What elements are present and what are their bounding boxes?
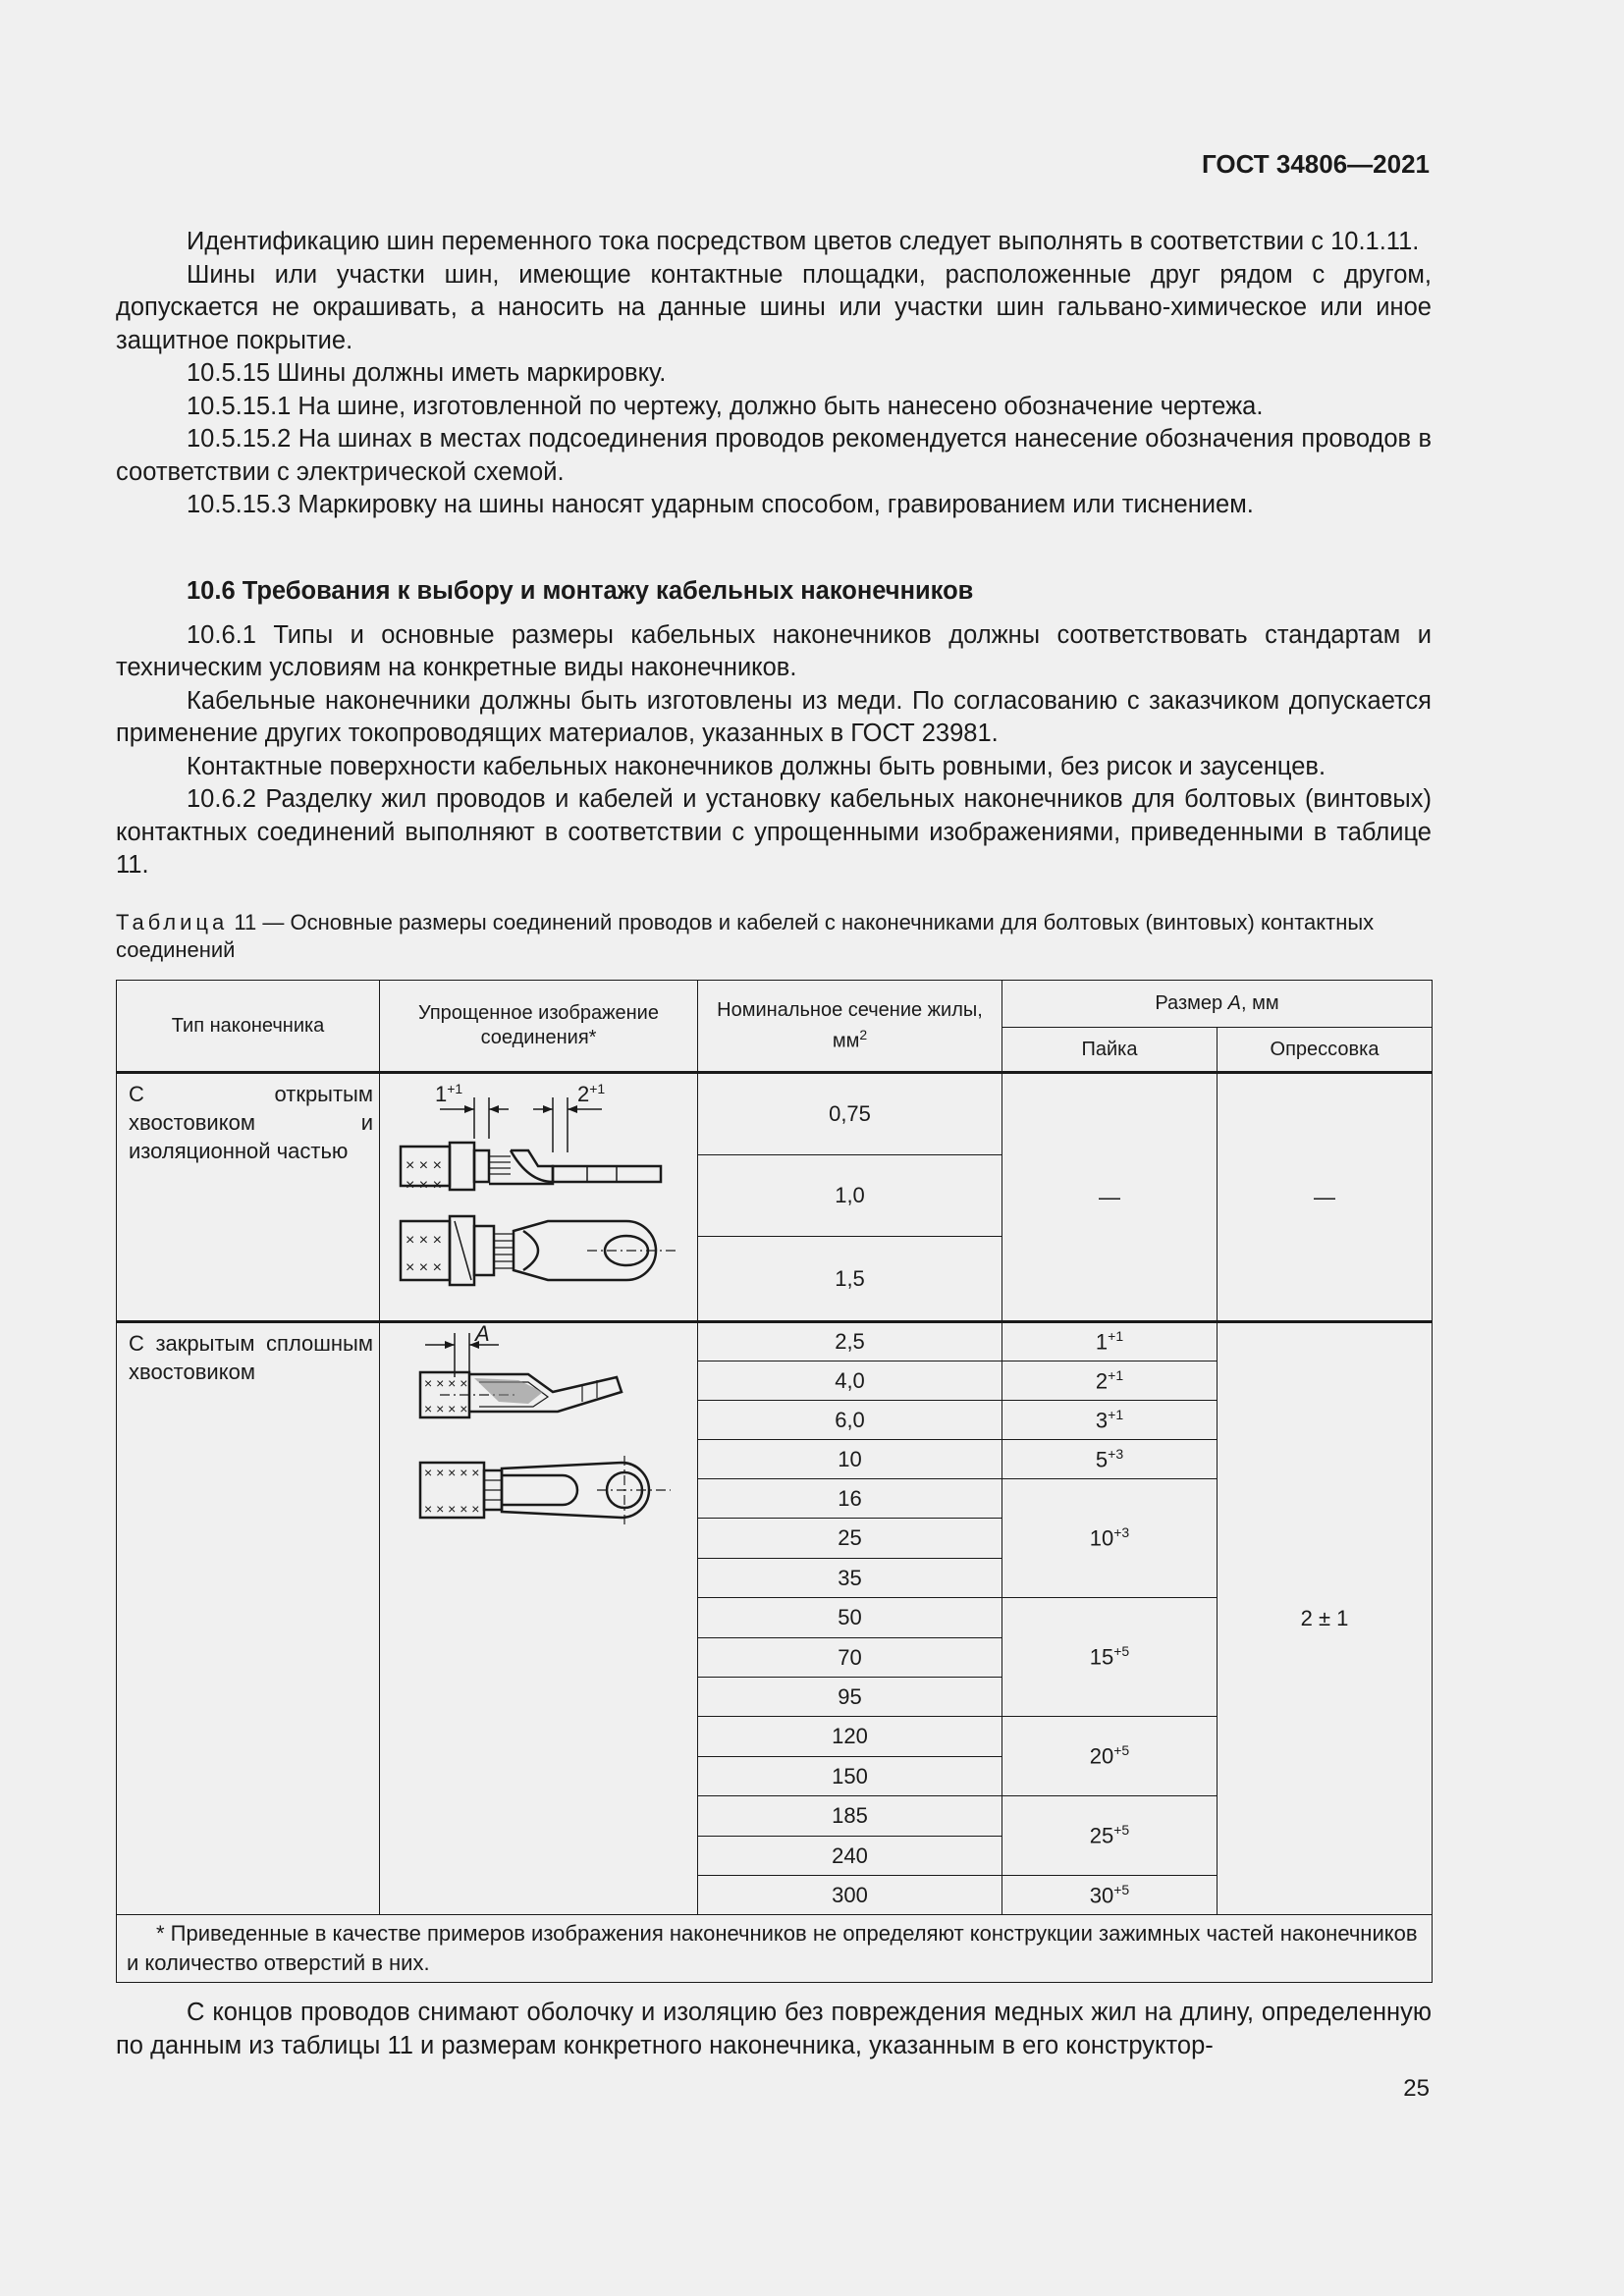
- svg-text:× × ×: × × ×: [405, 1232, 442, 1249]
- paragraph: 10.5.15.2 На шинах в местах подсоединения проводов рекомендуется нанесение обозначения проводов в соответствии с электрической схемой.: [116, 425, 1432, 486]
- section-cell: 0,75: [698, 1073, 1002, 1155]
- solder-cell: —: [1002, 1073, 1218, 1322]
- solder-cell: $5^{+3}$: [1002, 1440, 1218, 1479]
- svg-text:1+1: $1^{+1}$: [434, 1081, 462, 1106]
- section-cell: 95: [698, 1678, 1002, 1717]
- paragraph: Идентификацию шин переменного тока посредством цветов следует выполнять в соответствии с 10.1.11.: [187, 228, 1420, 255]
- table-caption: [116, 909, 1432, 964]
- section-cell: 35: [698, 1559, 1002, 1598]
- svg-text:× × × ×: × × × ×: [423, 1401, 467, 1416]
- section-cell: 240: [698, 1837, 1002, 1876]
- header-size-a: Размер А, мм: [1002, 981, 1433, 1028]
- header-section: Номинальное сечение жилы, $мм^2$: [698, 981, 1002, 1073]
- solder-cell: $10^{+3}$: [1002, 1479, 1218, 1598]
- section-cell: 1,5: [698, 1237, 1002, 1322]
- section-cell: 10: [698, 1440, 1002, 1479]
- section-cell: 70: [698, 1638, 1002, 1678]
- crimp-cell: —: [1218, 1073, 1433, 1322]
- svg-text:× × × × ×: × × × × ×: [423, 1501, 479, 1517]
- table-footnote: * Приведенные в качестве примеров изображения наконечников не определяют конструкции зажимных частей наконечников и количество отверстий в них.: [117, 1915, 1433, 1983]
- section-heading: 10.6 Требования к выбору и монтажу кабельных наконечников: [187, 577, 974, 605]
- table-caption-text: 11 — Основные размеры соединений проводов и кабелей с наконечниками для болтовых (винтовых) контактных соединений: [116, 910, 1375, 962]
- drawing-open-shank: [380, 1073, 698, 1322]
- solder-cell: $25^{+5}$: [1002, 1796, 1218, 1876]
- solder-cell: $20^{+5}$: [1002, 1717, 1218, 1796]
- section-cell: 300: [698, 1876, 1002, 1915]
- table-11: [116, 980, 1433, 1983]
- paragraph: 10.5.15.1 На шине, изготовленной по чертежу, должно быть нанесено обозначение чертежа.: [187, 392, 1264, 420]
- header-image: Упрощенное изображение соединения*: [380, 981, 698, 1073]
- section-cell: 150: [698, 1757, 1002, 1796]
- document-header: ГОСТ 34806—2021: [1202, 149, 1430, 179]
- header-type: Тип наконечника: [117, 981, 380, 1073]
- section-cell: 185: [698, 1796, 1002, 1837]
- paragraph: 10.5.15 Шины должны иметь маркировку.: [187, 359, 667, 387]
- svg-text:× × ×: × × ×: [405, 1157, 442, 1174]
- section-cell: 25: [698, 1519, 1002, 1559]
- paragraph: С концов проводов снимают оболочку и изоляцию без повреждения медных жил на длину, определенную по данным из таблицы 11 и размерам конкретного наконечника, указанным в его конструктор-: [116, 1999, 1432, 2059]
- svg-text:× × × × ×: × × × × ×: [423, 1465, 479, 1480]
- section-10-6: [116, 575, 1432, 882]
- table-caption-label: Таблица: [116, 910, 229, 934]
- header-solder: Пайка: [1002, 1028, 1218, 1073]
- open-shank-lug-drawing: [381, 1074, 697, 1314]
- page-number: 25: [1403, 2075, 1430, 2102]
- type-open-shank: С открытым хвостовиком и изоляционной частью: [117, 1073, 380, 1322]
- solder-cell: $1^{+1}$: [1002, 1322, 1218, 1362]
- section-cell: 16: [698, 1479, 1002, 1519]
- section-cell: 1,0: [698, 1154, 1002, 1237]
- paragraph: Шины или участки шин, имеющие контактные площадки, расположенные друг рядом с другом, допускается не окрашивать, а наносить на данные шины или участки шин гальвано-химическое или иное защитное покрытие.: [116, 260, 1432, 354]
- svg-text:2+1: $2^{+1}$: [576, 1081, 605, 1106]
- solder-cell: $15^{+5}$: [1002, 1598, 1218, 1717]
- paragraph: 10.6.2 Разделку жил проводов и кабелей и установку кабельных наконечников для болтовых (винтовых) контактных соединений выполняют в соответствии с упрощенными изображениями, приведенными в таблице 11.: [116, 785, 1432, 879]
- section-cell: 4,0: [698, 1362, 1002, 1401]
- svg-text:× × ×: × × ×: [405, 1177, 442, 1194]
- solder-cell: $2^{+1}$: [1002, 1362, 1218, 1401]
- drawing-closed-shank: [380, 1322, 698, 1915]
- type-closed-shank: С закрытым сплошным хвостовиком: [117, 1322, 380, 1915]
- svg-text:А: А: [474, 1323, 490, 1346]
- section-cell: 120: [698, 1717, 1002, 1757]
- closed-shank-lug-drawing: [381, 1323, 697, 1559]
- paragraph: Контактные поверхности кабельных наконечников должны быть ровными, без рисок и заусенцев.: [187, 752, 1326, 780]
- paragraph: Кабельные наконечники должны быть изготовлены из меди. По согласованию с заказчиком допускается применение других токопроводящих материалов, указанных в ГОСТ 23981.: [116, 686, 1432, 747]
- body-text-bottom: [116, 1997, 1432, 2062]
- svg-text:× × ×: × × ×: [405, 1259, 442, 1276]
- solder-cell: $30^{+5}$: [1002, 1876, 1218, 1915]
- section-cell: 2,5: [698, 1322, 1002, 1362]
- body-text-top: [116, 226, 1432, 522]
- svg-text:× × × ×: × × × ×: [423, 1375, 467, 1391]
- solder-cell: $3^{+1}$: [1002, 1401, 1218, 1440]
- paragraph: 10.5.15.3 Маркировку на шины наносят ударным способом, гравированием или тиснением.: [187, 491, 1254, 518]
- header-crimp: Опрессовка: [1218, 1028, 1433, 1073]
- section-cell: 50: [698, 1598, 1002, 1638]
- section-cell: 6,0: [698, 1401, 1002, 1440]
- paragraph: 10.6.1 Типы и основные размеры кабельных наконечников должны соответствовать стандартам и техническим условиям на конкретные виды наконечников.: [116, 620, 1432, 681]
- crimp-cell: 2 ± 1: [1218, 1322, 1433, 1915]
